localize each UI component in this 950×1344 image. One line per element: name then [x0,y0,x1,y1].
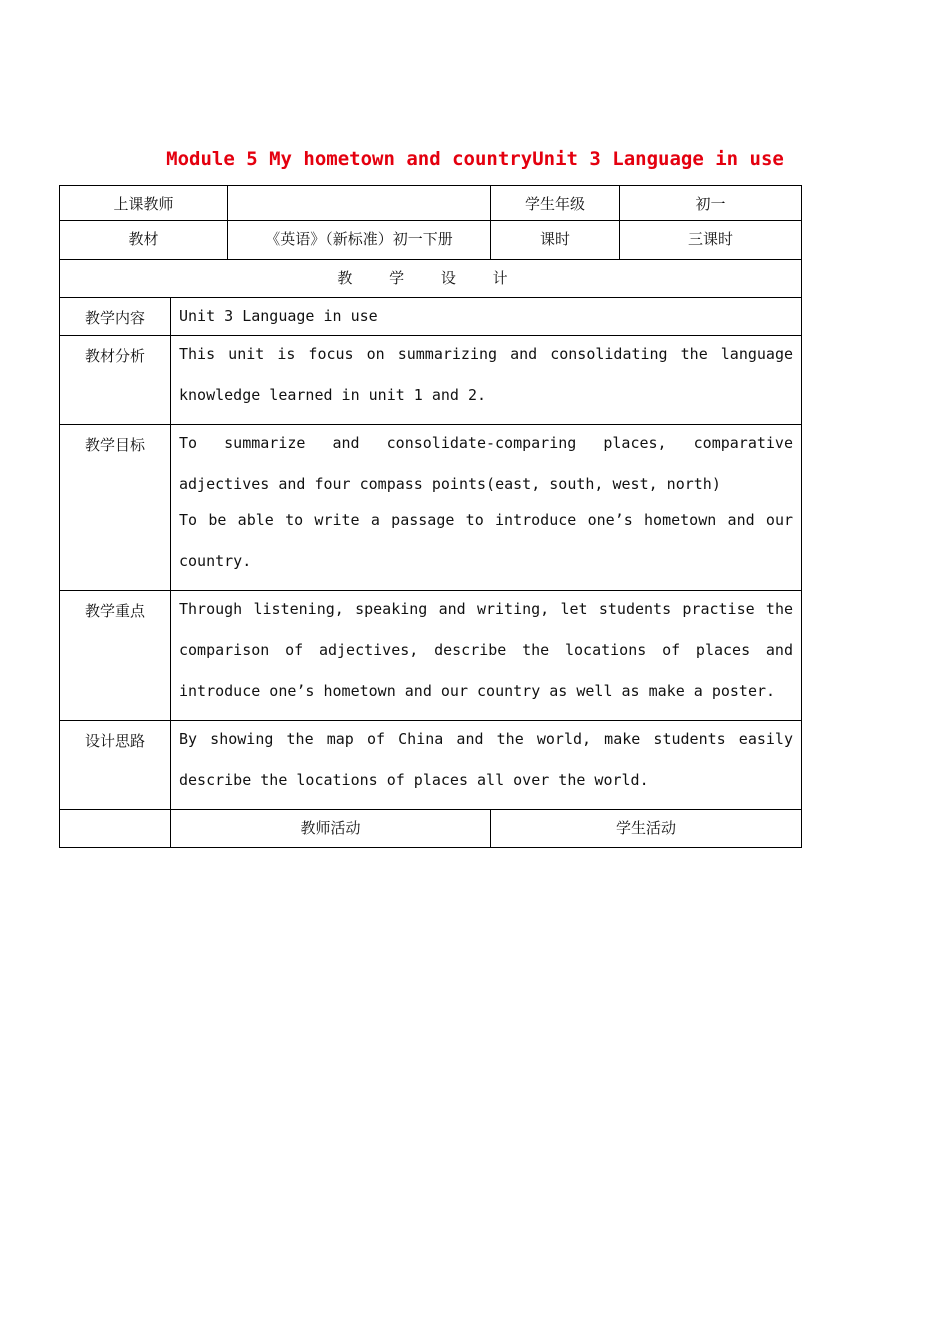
objectives-text-2: To be able to write a passage to introduce one’s hometown and our country. [179,511,793,570]
analysis-row [60,336,802,425]
analysis-label: 教材分析 [60,336,171,425]
content-label: 教学内容 [60,298,171,336]
teacher-value [228,186,491,221]
design-idea-cell [171,721,802,810]
objectives-row [60,425,802,591]
activities-blank-cell [60,810,171,848]
analysis-text: This unit is focus on summarizing and consolidating the language knowledge learned in unit 1 and 2. [179,345,793,404]
teacher-label: 上课教师 [60,186,228,221]
design-idea-row [60,721,802,810]
key-points-row [60,591,802,721]
grade-value: 初一 [620,186,802,221]
design-heading: 教 学 设 计 [60,260,802,298]
period-value: 三课时 [620,221,802,260]
key-points-label: 教学重点 [60,591,171,721]
design-idea-label: 设计思路 [60,721,171,810]
content-row [60,298,802,336]
student-activity-heading: 学生活动 [491,810,802,848]
design-heading-row [60,260,802,298]
grade-label: 学生年级 [491,186,620,221]
header-row-2 [60,221,802,260]
lesson-plan-table [59,185,802,848]
analysis-cell [171,336,802,425]
textbook-label: 教材 [60,221,228,260]
design-idea-text: By showing the map of China and the world, make students easily describe the locations of places all over the world. [179,730,793,789]
objectives-cell [171,425,802,591]
textbook-value: 《英语》（新标准）初一下册 [228,221,491,260]
key-points-cell [171,591,802,721]
activities-row [60,810,802,848]
objectives-label: 教学目标 [60,425,171,591]
key-points-text: Through listening, speaking and writing, let students practise the comparison of adjectives, describe the locations of places and introduce one’s hometown and our country as well as make a poster. [179,600,793,700]
period-label: 课时 [491,221,620,260]
header-row-1 [60,186,802,221]
objectives-text-1: To summarize and consolidate-comparing places, comparative adjectives and four compass points(east, south, west, north) [179,434,793,493]
document-title: Module 5 My hometown and countryUnit 3 Language in use [166,148,784,170]
teacher-activity-heading: 教师活动 [171,810,491,848]
content-text: Unit 3 Language in use [171,298,802,336]
